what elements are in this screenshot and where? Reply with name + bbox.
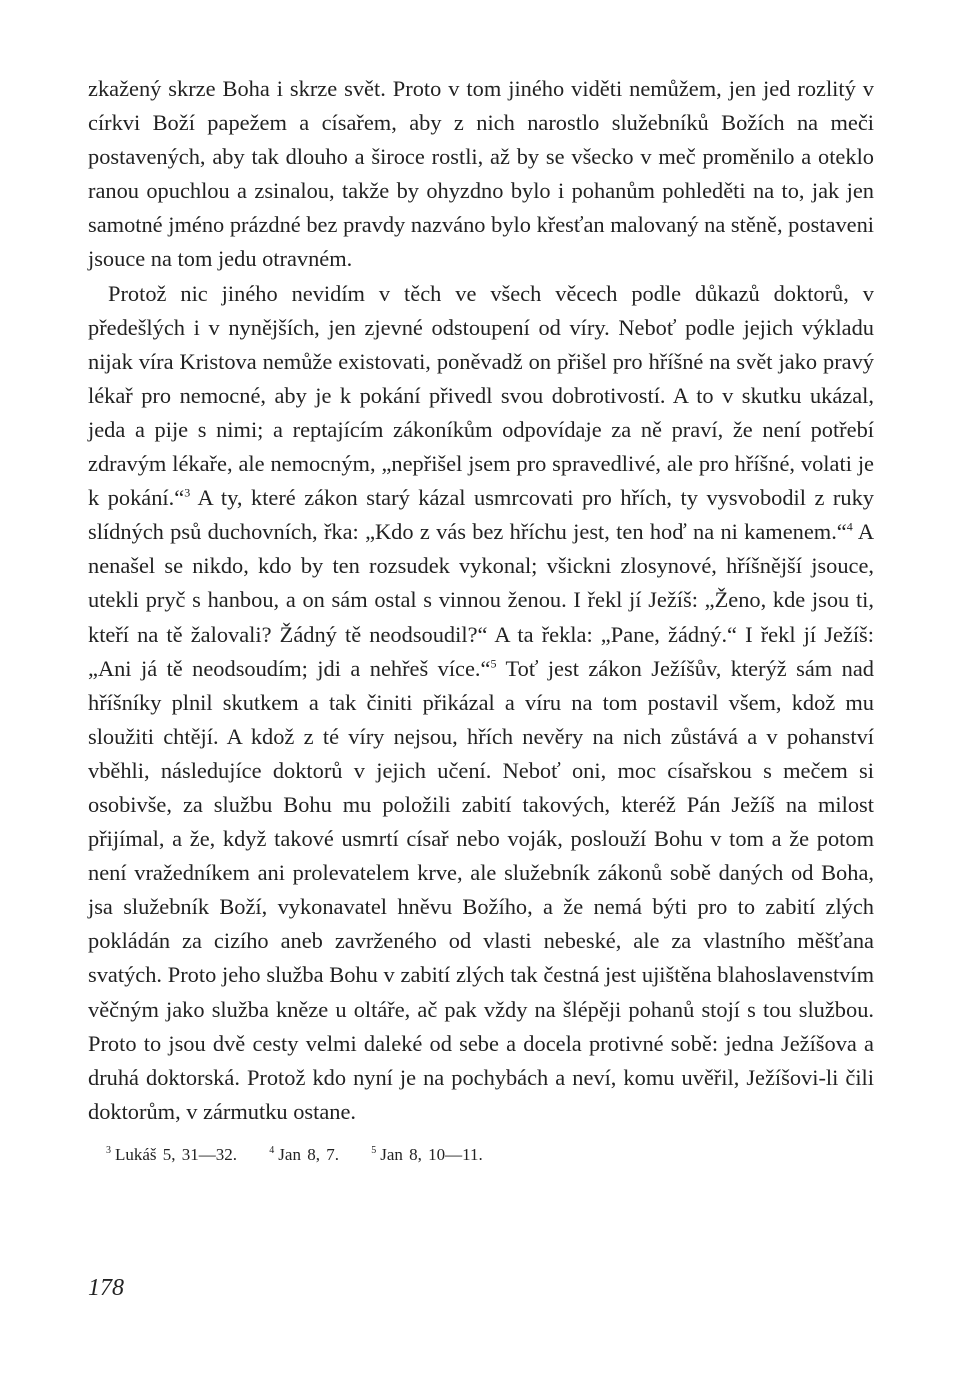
paragraph-2-part-d: Toť jest zákon Ježíšův, kterýž sám nad hříšníky plnil skutkem a tak činiti přikázal a víru na tom postavil všem, kdož mu sloužiti chtějí. A kdož z té víry nejsou, hřích nevěry na nich zůstává a v pohanství vběhli, následujíce doktorů v jejich učení. Neboť oni, moc císařskou s mečem si osobivše, za službu Bohu mu položili zabití takových, kteréž Pán Ježíš na milost přijímal, a že, když takové usmrtí císař nebo voják, poslouží Bohu v tom a že potom není vražedníkem ani prolevatelem krve, ale služebník zákonů sobě daných od Boha, jsa služebník Boží, vykonavatel hněvu Božího, a že nemá býti pro to zabití zlých pokládán za cizího aneb zavrženého od vlasti nebeské, ale za vlastního měšťana svatých. Proto jeho služba Bohu v zabití zlých tak čestná jest ujištěna blahoslavenstvím věčným jako služba kněze u oltáře, ač pak vždy na šlépěji pohanů stojí s tou službou. Proto to jsou dvě cesty velmi daleké od sebe a docela protivné sobě: jedna Ježíšova a druhá doktorská. Protož kdo nyní je na pochybách a neví, komu uvěřil, Ježíšovi-li čili doktorům, v zármutku ostane. (88, 655, 874, 1124)
paragraph-2-part-c: A nenašel se nikdo, kdo by ten rozsudek vykonal; všickni zlosynové, hříšnější jsouce, utekli pryč s hanbou, a on sám ostal s vinnou ženou. I řekl jí Ježíš: „Ženo, kde jsou ti, kteří na tě žalovali? Žádný tě neodsoudil?“ A ta řekla: „Pane, žádný.“ I řekl jí Ježíš: „Ani já tě neodsoudím; jdi a nehřeš více.“ (88, 519, 874, 681)
footnote-mark: 3 (106, 1145, 111, 1157)
paragraph-1: zkažený skrze Boha i skrze svět. Proto v tom jiného viděti nemůžem, jen jed rozlitý v církvi Boží papežem a císařem, aby z nich narostlo služebníků Božích na meči postavených, aby tak dlouho a široce rostli, až by se všecko v meč proměnilo a oteklo ranou opuchlou a zsinalou, takže by ohyzdno bylo i pohanům pohleděti na to, jak jen samotné jméno prázdné bez pravdy nazváno bylo křesťan malovaný na stěně, postaveni jsouce na tom jedu otravném. (88, 76, 874, 272)
paragraph-2 (88, 277, 874, 1129)
footnote-text: Lukáš 5, 31—32. (115, 1144, 238, 1164)
footnote-text: Jan 8, 10—11. (380, 1144, 483, 1164)
footnote-5 (371, 1145, 483, 1164)
footnotes (88, 1145, 874, 1165)
footnote-3 (106, 1145, 237, 1164)
footnote-ref-3: 3 (184, 485, 191, 500)
footnote-ref-4: 4 (846, 519, 853, 534)
body-text (88, 72, 874, 1129)
footnote-4 (269, 1145, 339, 1164)
page-number: 178 (88, 1275, 124, 1301)
footnote-text: Jan 8, 7. (278, 1144, 339, 1164)
footnote-mark: 4 (269, 1145, 275, 1157)
page-content (88, 72, 874, 1165)
footnote-ref-5: 5 (490, 656, 497, 671)
footnote-mark: 5 (371, 1145, 377, 1157)
paragraph-2-part-a: Protož nic jiného nevidím v těch ve všech věcech podle důkazů doktorů, v předešlých i v nynějších, jen zjevné odstoupení od víry. Neboť podle jejich výkladu nijak víra Kristova nemůže existovati, poněvadž on přišel pro hříšné na svět jako pravý lékař pro nemocné, aby je k pokání přivedl svou dobrotivostí. A to v skutku ukázal, jeda a pije s nimi; a reptajícím zákoníkům odpovídaje za ně praví, že není potřebí zdravým lékaře, ale nemocným, „nepřišel jsem pro spravedlivé, ale pro hříšné, volati je k pokání.“ (88, 280, 874, 511)
paragraph-2-part-b: A ty, které zákon starý kázal usmrcovati pro hřích, ty vysvobodil z ruky slídných psů duchovních, řka: „Kdo z vás bez hříchu jest, ten hoď na ni kamenem.“ (88, 485, 874, 545)
